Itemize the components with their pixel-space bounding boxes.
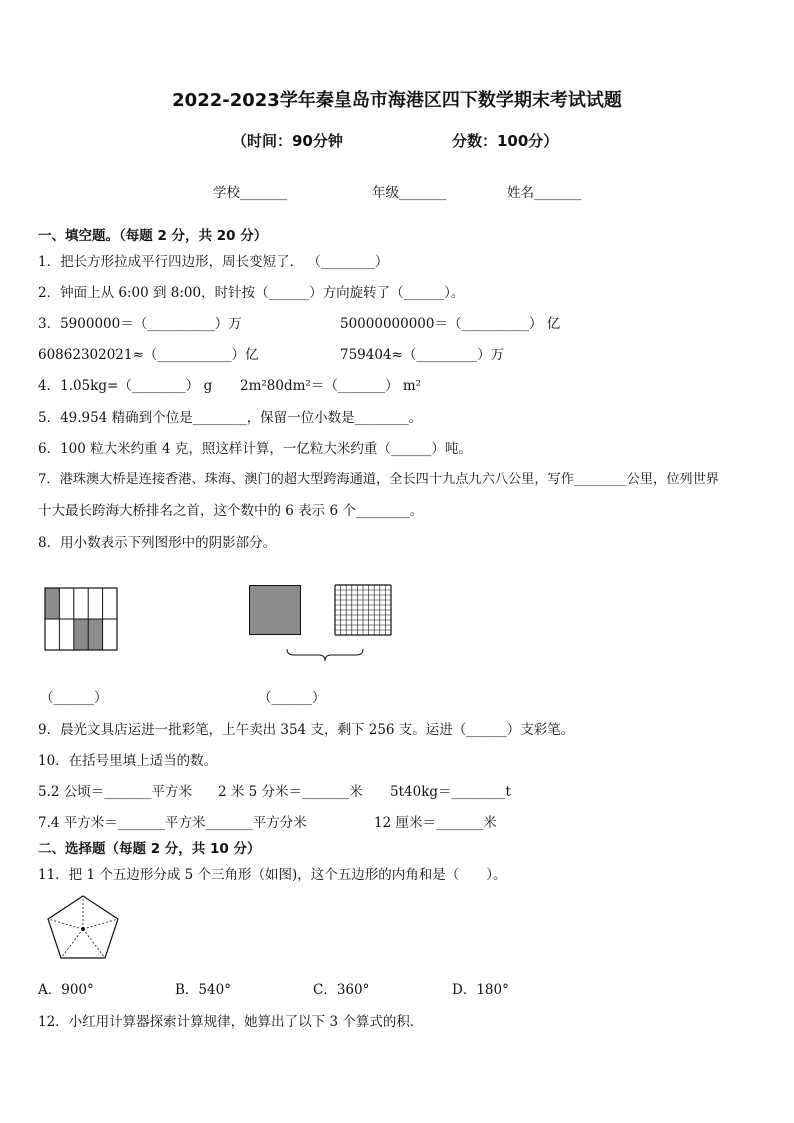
question-3c: 60862302021≈（___________）亿 xyxy=(38,347,259,363)
figure2-answer-blank: （______） xyxy=(258,690,326,706)
question-10c: 5t40kg＝________t xyxy=(390,784,511,800)
page-title: 2022-2023学年秦皇岛市海港区四下数学期末考试试题 xyxy=(172,90,622,111)
question-6: 6．100 粒大米约重 4 克，照这样计算，一亿粒大米约重（______）吨。 xyxy=(38,441,472,457)
option-a: A．900° xyxy=(38,982,94,998)
exam-score: 分数：100分） xyxy=(452,132,559,150)
option-b: B．540° xyxy=(175,982,231,998)
question-3a: 3．5900000＝（__________）万 xyxy=(38,316,242,332)
question-11: 11．把 1 个五边形分成 5 个三角形（如图)，这个五边形的内角和是（ ）。 xyxy=(38,867,507,883)
section2-heading: 二、选择题（每题 2 分，共 10 分） xyxy=(38,841,261,857)
figure-brace xyxy=(286,648,364,662)
question-4a: 4．1.05kg=（________） g xyxy=(38,378,213,394)
question-3d: 759404≈（_________）万 xyxy=(340,347,505,363)
school-field: 学校_______ xyxy=(213,185,288,201)
figure1-answer-blank: （______） xyxy=(40,690,108,706)
question-10: 10．在括号里填上适当的数。 xyxy=(38,753,218,769)
name-field: 姓名_______ xyxy=(507,185,582,201)
exam-time: （时间：90分钟 xyxy=(232,132,343,150)
figure-shaded-square xyxy=(249,585,301,635)
question-10d: 7.4 平方米＝_______平方米_______平方分米 xyxy=(38,815,307,831)
question-5: 5．49.954 精确到个位是________，保留一位小数是________。 xyxy=(38,410,423,426)
option-c: C．360° xyxy=(313,982,370,998)
question-1: 1．把长方形拉成平行四边形，周长变短了． （________） xyxy=(38,254,389,270)
question-10e: 12 厘米＝_______米 xyxy=(374,815,497,831)
section1-heading: 一、填空题。（每题 2 分，共 20 分） xyxy=(38,228,268,244)
question-9: 9．晨光文具店运进一批彩笔，上午卖出 354 支，剩下 256 支。运进（______）支彩笔。 xyxy=(38,722,575,738)
question-2: 2．钟面上从 6:00 到 8:00，时针按（______）方向旋转了（______）。 xyxy=(38,285,465,301)
question-3b: 50000000000＝（__________） 亿 xyxy=(340,316,561,332)
question-7-line1: 7．港珠澳大桥是连接香港、珠海、澳门的超大型跨海通道，全长四十九点九六八公里，写作________公里，位列世界 xyxy=(38,472,719,487)
question-8: 8．用小数表示下列图形中的阴影部分。 xyxy=(38,535,277,551)
question-12: 12．小红用计算器探索计算规律，她算出了以下 3 个算式的积． xyxy=(38,1014,424,1030)
pentagon-figure xyxy=(46,895,120,959)
option-d: D．180° xyxy=(452,982,509,998)
grade-field: 年级_______ xyxy=(372,185,447,201)
figure-grid-rect xyxy=(45,588,117,650)
question-7-line2: 十大最长跨海大桥排名之首，这个数中的 6 表示 6 个________。 xyxy=(38,503,424,519)
question-10a: 5.2 公顷＝_______平方米 xyxy=(38,784,193,800)
question-10b: 2 米 5 分米＝_______米 xyxy=(218,784,363,800)
figure-hundred-grid xyxy=(335,585,391,635)
question-4b: 2m²80dm²＝（_______） m² xyxy=(240,378,422,394)
